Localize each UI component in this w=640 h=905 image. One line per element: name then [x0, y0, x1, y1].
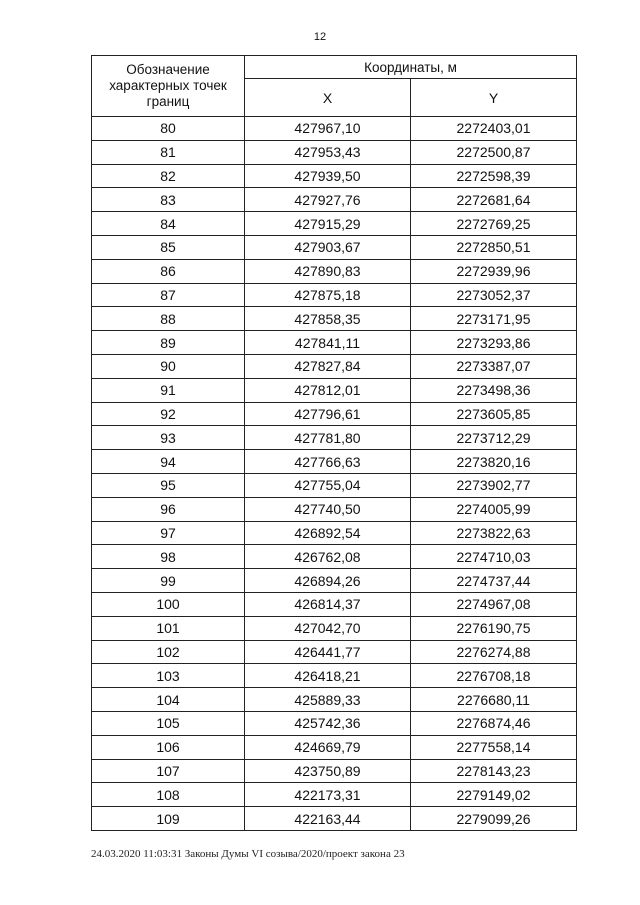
cell-x: 427841,11: [245, 331, 411, 355]
cell-x: 427903,67: [245, 235, 411, 259]
cell-x: 426441,77: [245, 640, 411, 664]
cell-x: 427796,61: [245, 402, 411, 426]
cell-y: 2273498,36: [411, 378, 577, 402]
table-row: [92, 354, 577, 378]
cell-point-number: 85: [92, 235, 245, 259]
cell-point-number: 98: [92, 545, 245, 569]
cell-x: 427740,50: [245, 497, 411, 521]
cell-y: 2279149,02: [411, 783, 577, 807]
cell-y: 2276274,88: [411, 640, 577, 664]
cell-y: 2273293,86: [411, 331, 577, 355]
cell-x: 427927,76: [245, 188, 411, 212]
cell-point-number: 87: [92, 283, 245, 307]
cell-x: 426892,54: [245, 521, 411, 545]
cell-x: 427890,83: [245, 259, 411, 283]
table-row: [92, 450, 577, 474]
header-x: X: [245, 79, 411, 117]
cell-y: 2272939,96: [411, 259, 577, 283]
page-number: 12: [313, 31, 327, 43]
cell-y: 2276680,11: [411, 688, 577, 712]
cell-x: 427915,29: [245, 212, 411, 236]
cell-point-number: 93: [92, 426, 245, 450]
table-row: [92, 807, 577, 831]
cell-point-number: 90: [92, 354, 245, 378]
table-row: [92, 331, 577, 355]
table-row: [92, 616, 577, 640]
cell-x: 422163,44: [245, 807, 411, 831]
cell-y: 2273712,29: [411, 426, 577, 450]
table-row: [92, 497, 577, 521]
table-row: [92, 283, 577, 307]
table-row: [92, 688, 577, 712]
cell-y: 2274005,99: [411, 497, 577, 521]
cell-y: 2276708,18: [411, 664, 577, 688]
cell-x: 427875,18: [245, 283, 411, 307]
cell-point-number: 82: [92, 164, 245, 188]
cell-point-number: 97: [92, 521, 245, 545]
cell-y: 2279099,26: [411, 807, 577, 831]
cell-y: 2274737,44: [411, 569, 577, 593]
table-row: [92, 521, 577, 545]
cell-x: 427827,84: [245, 354, 411, 378]
cell-point-number: 86: [92, 259, 245, 283]
table-row: [92, 140, 577, 164]
cell-x: 427967,10: [245, 117, 411, 141]
cell-y: 2274710,03: [411, 545, 577, 569]
cell-x: 424669,79: [245, 735, 411, 759]
cell-y: 2273822,63: [411, 521, 577, 545]
cell-x: 422173,31: [245, 783, 411, 807]
cell-x: 427755,04: [245, 473, 411, 497]
table-row: [92, 759, 577, 783]
cell-y: 2273052,37: [411, 283, 577, 307]
table-row: [92, 188, 577, 212]
table-row: [92, 117, 577, 141]
cell-point-number: 84: [92, 212, 245, 236]
cell-point-number: 88: [92, 307, 245, 331]
cell-y: 2273171,95: [411, 307, 577, 331]
table-row: [92, 711, 577, 735]
table-row: [92, 664, 577, 688]
table-body: [92, 117, 577, 831]
table-row: [92, 640, 577, 664]
table-row: [92, 545, 577, 569]
cell-y: 2272598,39: [411, 164, 577, 188]
table-row: [92, 473, 577, 497]
table-row: [92, 378, 577, 402]
cell-y: 2278143,23: [411, 759, 577, 783]
cell-x: 426762,08: [245, 545, 411, 569]
cell-x: 426814,37: [245, 592, 411, 616]
cell-x: 423750,89: [245, 759, 411, 783]
cell-point-number: 96: [92, 497, 245, 521]
table-row: [92, 783, 577, 807]
cell-x: 427781,80: [245, 426, 411, 450]
table-row: [92, 212, 577, 236]
cell-y: 2276190,75: [411, 616, 577, 640]
cell-y: 2272500,87: [411, 140, 577, 164]
cell-x: 427953,43: [245, 140, 411, 164]
cell-point-number: 107: [92, 759, 245, 783]
table-row: [92, 235, 577, 259]
coordinates-table: [91, 55, 577, 831]
cell-y: 2276874,46: [411, 711, 577, 735]
cell-point-number: 108: [92, 783, 245, 807]
cell-x: 427766,63: [245, 450, 411, 474]
header-coordinates: Координаты, м: [245, 56, 577, 79]
cell-x: 427858,35: [245, 307, 411, 331]
cell-y: 2272403,01: [411, 117, 577, 141]
cell-point-number: 102: [92, 640, 245, 664]
cell-point-number: 92: [92, 402, 245, 426]
table-row: [92, 426, 577, 450]
cell-y: 2273605,85: [411, 402, 577, 426]
cell-point-number: 89: [92, 331, 245, 355]
cell-x: 427939,50: [245, 164, 411, 188]
table-row: [92, 592, 577, 616]
cell-point-number: 81: [92, 140, 245, 164]
cell-x: 427812,01: [245, 378, 411, 402]
cell-point-number: 103: [92, 664, 245, 688]
table-row: [92, 307, 577, 331]
table-row: [92, 164, 577, 188]
cell-point-number: 94: [92, 450, 245, 474]
cell-point-number: 100: [92, 592, 245, 616]
table-row: [92, 569, 577, 593]
cell-point-number: 95: [92, 473, 245, 497]
cell-y: 2273387,07: [411, 354, 577, 378]
table-row: [92, 402, 577, 426]
cell-y: 2272850,51: [411, 235, 577, 259]
cell-point-number: 83: [92, 188, 245, 212]
cell-y: 2272769,25: [411, 212, 577, 236]
cell-point-number: 99: [92, 569, 245, 593]
cell-y: 2277558,14: [411, 735, 577, 759]
cell-x: 427042,70: [245, 616, 411, 640]
cell-point-number: 101: [92, 616, 245, 640]
cell-x: 426894,26: [245, 569, 411, 593]
cell-y: 2273902,77: [411, 473, 577, 497]
cell-x: 426418,21: [245, 664, 411, 688]
cell-y: 2273820,16: [411, 450, 577, 474]
cell-point-number: 106: [92, 735, 245, 759]
footer-stamp: 24.03.2020 11:03:31 Законы Думы VI созыва/2020/проект закона 23: [91, 848, 405, 860]
cell-point-number: 109: [92, 807, 245, 831]
table-row: [92, 735, 577, 759]
header-y: Y: [411, 79, 577, 117]
cell-point-number: 104: [92, 688, 245, 712]
cell-point-number: 80: [92, 117, 245, 141]
header-point-label: Обозначение характерных точек границ: [92, 56, 245, 117]
cell-point-number: 91: [92, 378, 245, 402]
cell-y: 2272681,64: [411, 188, 577, 212]
table-row: [92, 259, 577, 283]
cell-y: 2274967,08: [411, 592, 577, 616]
cell-point-number: 105: [92, 711, 245, 735]
cell-x: 425742,36: [245, 711, 411, 735]
cell-x: 425889,33: [245, 688, 411, 712]
